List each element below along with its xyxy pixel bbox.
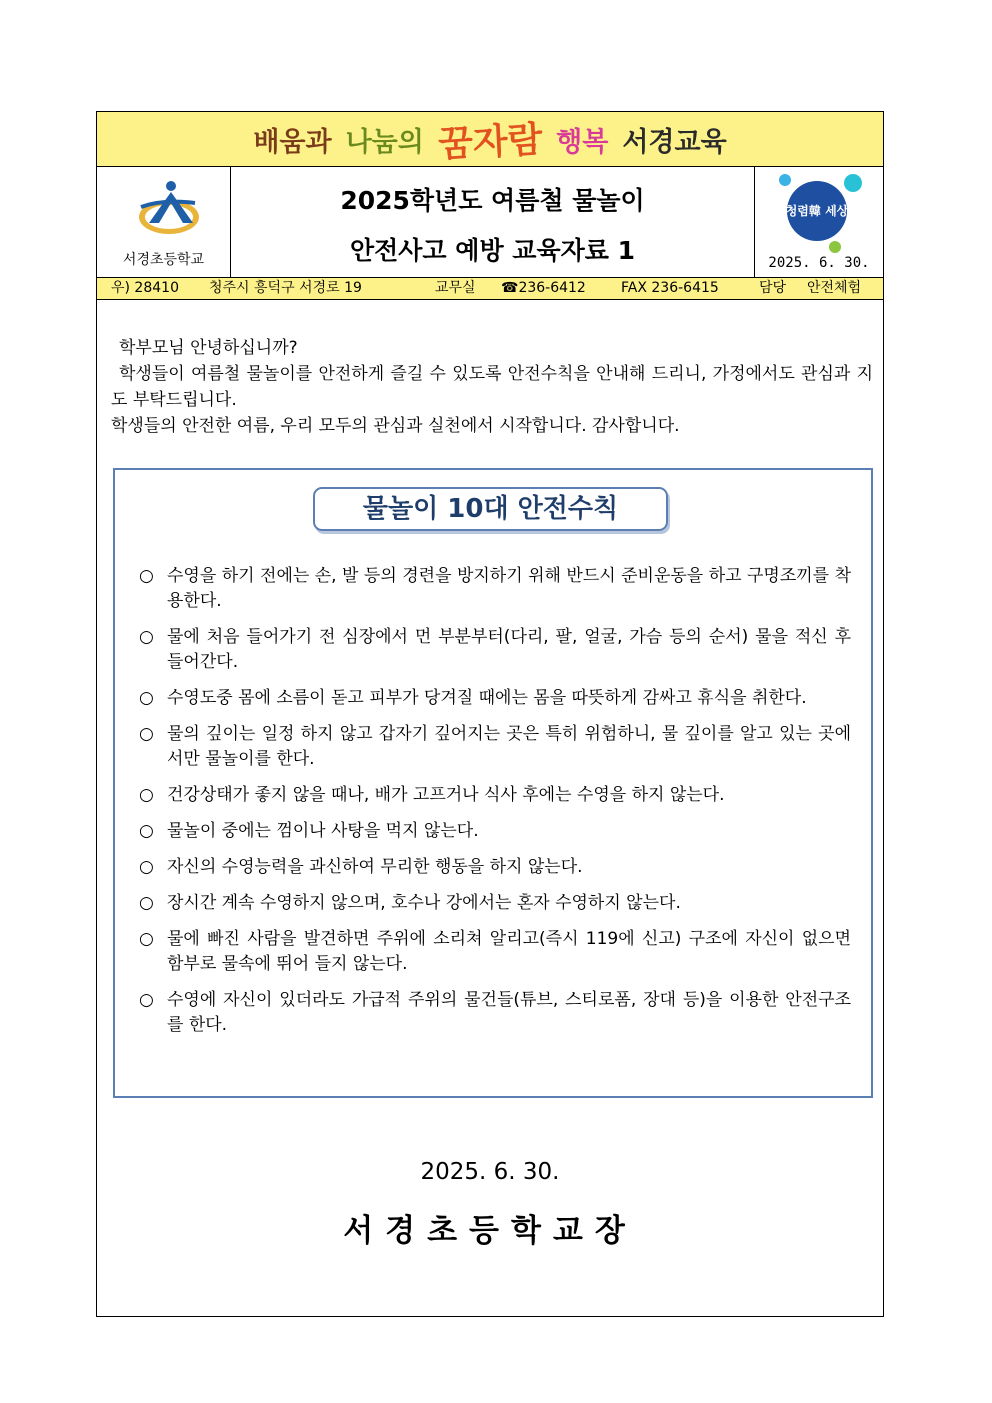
intro-paragraph: 학생들이 여름철 물놀이를 안전하게 즐길 수 있도록 안전수칙을 안내해 드리니, 가정에서도 관심과 지도 부탁드립니다. <box>111 364 873 410</box>
phone-number: ☎236-6412 <box>501 280 586 296</box>
circle-bullet-icon: ○ <box>139 785 154 805</box>
rule-item: ○ 장시간 계속 수영하지 않으며, 호수나 강에서는 혼자 수영하지 않는다. <box>139 891 851 916</box>
rule-item: ○ 수영도중 몸에 소름이 돋고 피부가 당겨질 때에는 몸을 따뜻하게 감싸고 휴식을 취한다. <box>139 686 851 711</box>
rule-item: ○ 수영에 자신이 있더라도 가급적 주위의 물건들(튜브, 스티로폼, 장대 등)을 이용한 안전구조를 한다. <box>139 990 851 1035</box>
signature-date: 2025. 6. 30. <box>420 1159 560 1185</box>
doc-title-line-1: 2025학년도 여름철 물놀이 <box>340 186 645 215</box>
slogan-part-1: 배움과 <box>253 126 332 158</box>
school-address: 청주시 흥덕구 서경로 19 <box>209 280 362 296</box>
clean-world-logo <box>777 171 863 255</box>
slogan-part-3: 꿈자람 <box>436 118 544 166</box>
safety-rules-box <box>113 468 873 1098</box>
office-label: 교무실 <box>435 280 476 296</box>
rule-item: ○ 물에 처음 들어가기 전 심장에서 먼 부분부터(다리, 팔, 얼굴, 가슴 등의 순서) 물을 적신 후 들어간다. <box>139 627 851 672</box>
school-name: 서경초등학교 <box>122 252 205 268</box>
rule-item: ○ 수영을 하기 전에는 손, 발 등의 경련을 방지하기 위해 반드시 준비운동을 하고 구명조끼를 착용한다. <box>139 566 851 611</box>
circle-bullet-icon: ○ <box>139 929 154 949</box>
circle-bullet-icon: ○ <box>139 627 154 647</box>
slogan-part-4: 행복 <box>556 126 609 158</box>
slogan-part-5: 서경교육 <box>622 126 727 158</box>
fax-number: FAX 236-6415 <box>621 280 719 296</box>
clean-world-logo-text: 청렴韓 세상 <box>785 204 849 218</box>
rules-title: 물놀이 10대 안전수칙 <box>313 487 668 531</box>
date-cell <box>755 167 883 277</box>
greeting: 학부모님 안녕하십니까? <box>119 338 298 358</box>
rules-list <box>139 564 851 1049</box>
postal-code: 우) 28410 <box>111 280 179 296</box>
circle-bullet-icon: ○ <box>139 566 154 586</box>
circle-bullet-icon: ○ <box>139 724 154 744</box>
title-cell <box>231 167 755 277</box>
rule-item: ○ 건강상태가 좋지 않을 때나, 배가 고프거나 식사 후에는 수영을 하지 않는다. <box>139 783 851 808</box>
rule-item: ○ 물에 빠진 사람을 발견하면 주위에 소리쳐 알리고(즉시 119에 신고) 구조에 자신이 없으면 함부로 물속에 뛰어 들지 않는다. <box>139 929 851 974</box>
circle-bullet-icon: ○ <box>139 821 154 841</box>
document-date: 2025. 6. 30. <box>768 255 870 271</box>
intro-text <box>111 335 873 439</box>
school-logo-cell <box>97 167 231 277</box>
circle-bullet-icon: ○ <box>139 857 154 877</box>
rule-item: ○ 물놀이 중에는 껌이나 사탕을 먹지 않는다. <box>139 819 851 844</box>
charge-department: 안전체험 <box>807 280 862 296</box>
circle-bullet-icon: ○ <box>139 893 154 913</box>
closing-sentence: 학생들의 안전한 여름, 우리 모두의 관심과 실천에서 시작합니다. 감사합니다. <box>111 416 680 436</box>
circle-bullet-icon: ○ <box>139 990 154 1010</box>
slogan-banner <box>97 112 883 167</box>
signer-title: 서경초등학교장 <box>343 1213 637 1249</box>
rule-item: ○ 자신의 수영능력을 과신하여 무리한 행동을 하지 않는다. <box>139 855 851 880</box>
school-logo-icon <box>133 177 199 237</box>
charge-label: 담당 <box>759 280 787 296</box>
contact-row <box>97 278 883 300</box>
doc-title-line-2: 안전사고 예방 교육자료 1 <box>349 236 635 265</box>
document-header <box>97 167 883 278</box>
document-frame <box>96 111 884 1317</box>
circle-bullet-icon: ○ <box>139 688 154 708</box>
rule-item: ○ 물의 깊이는 일정 하지 않고 갑자기 깊어지는 곳은 특히 위험하니, 물 깊이를 알고 있는 곳에서만 물놀이를 한다. <box>139 724 851 769</box>
slogan-part-2: 나눔의 <box>345 126 424 158</box>
